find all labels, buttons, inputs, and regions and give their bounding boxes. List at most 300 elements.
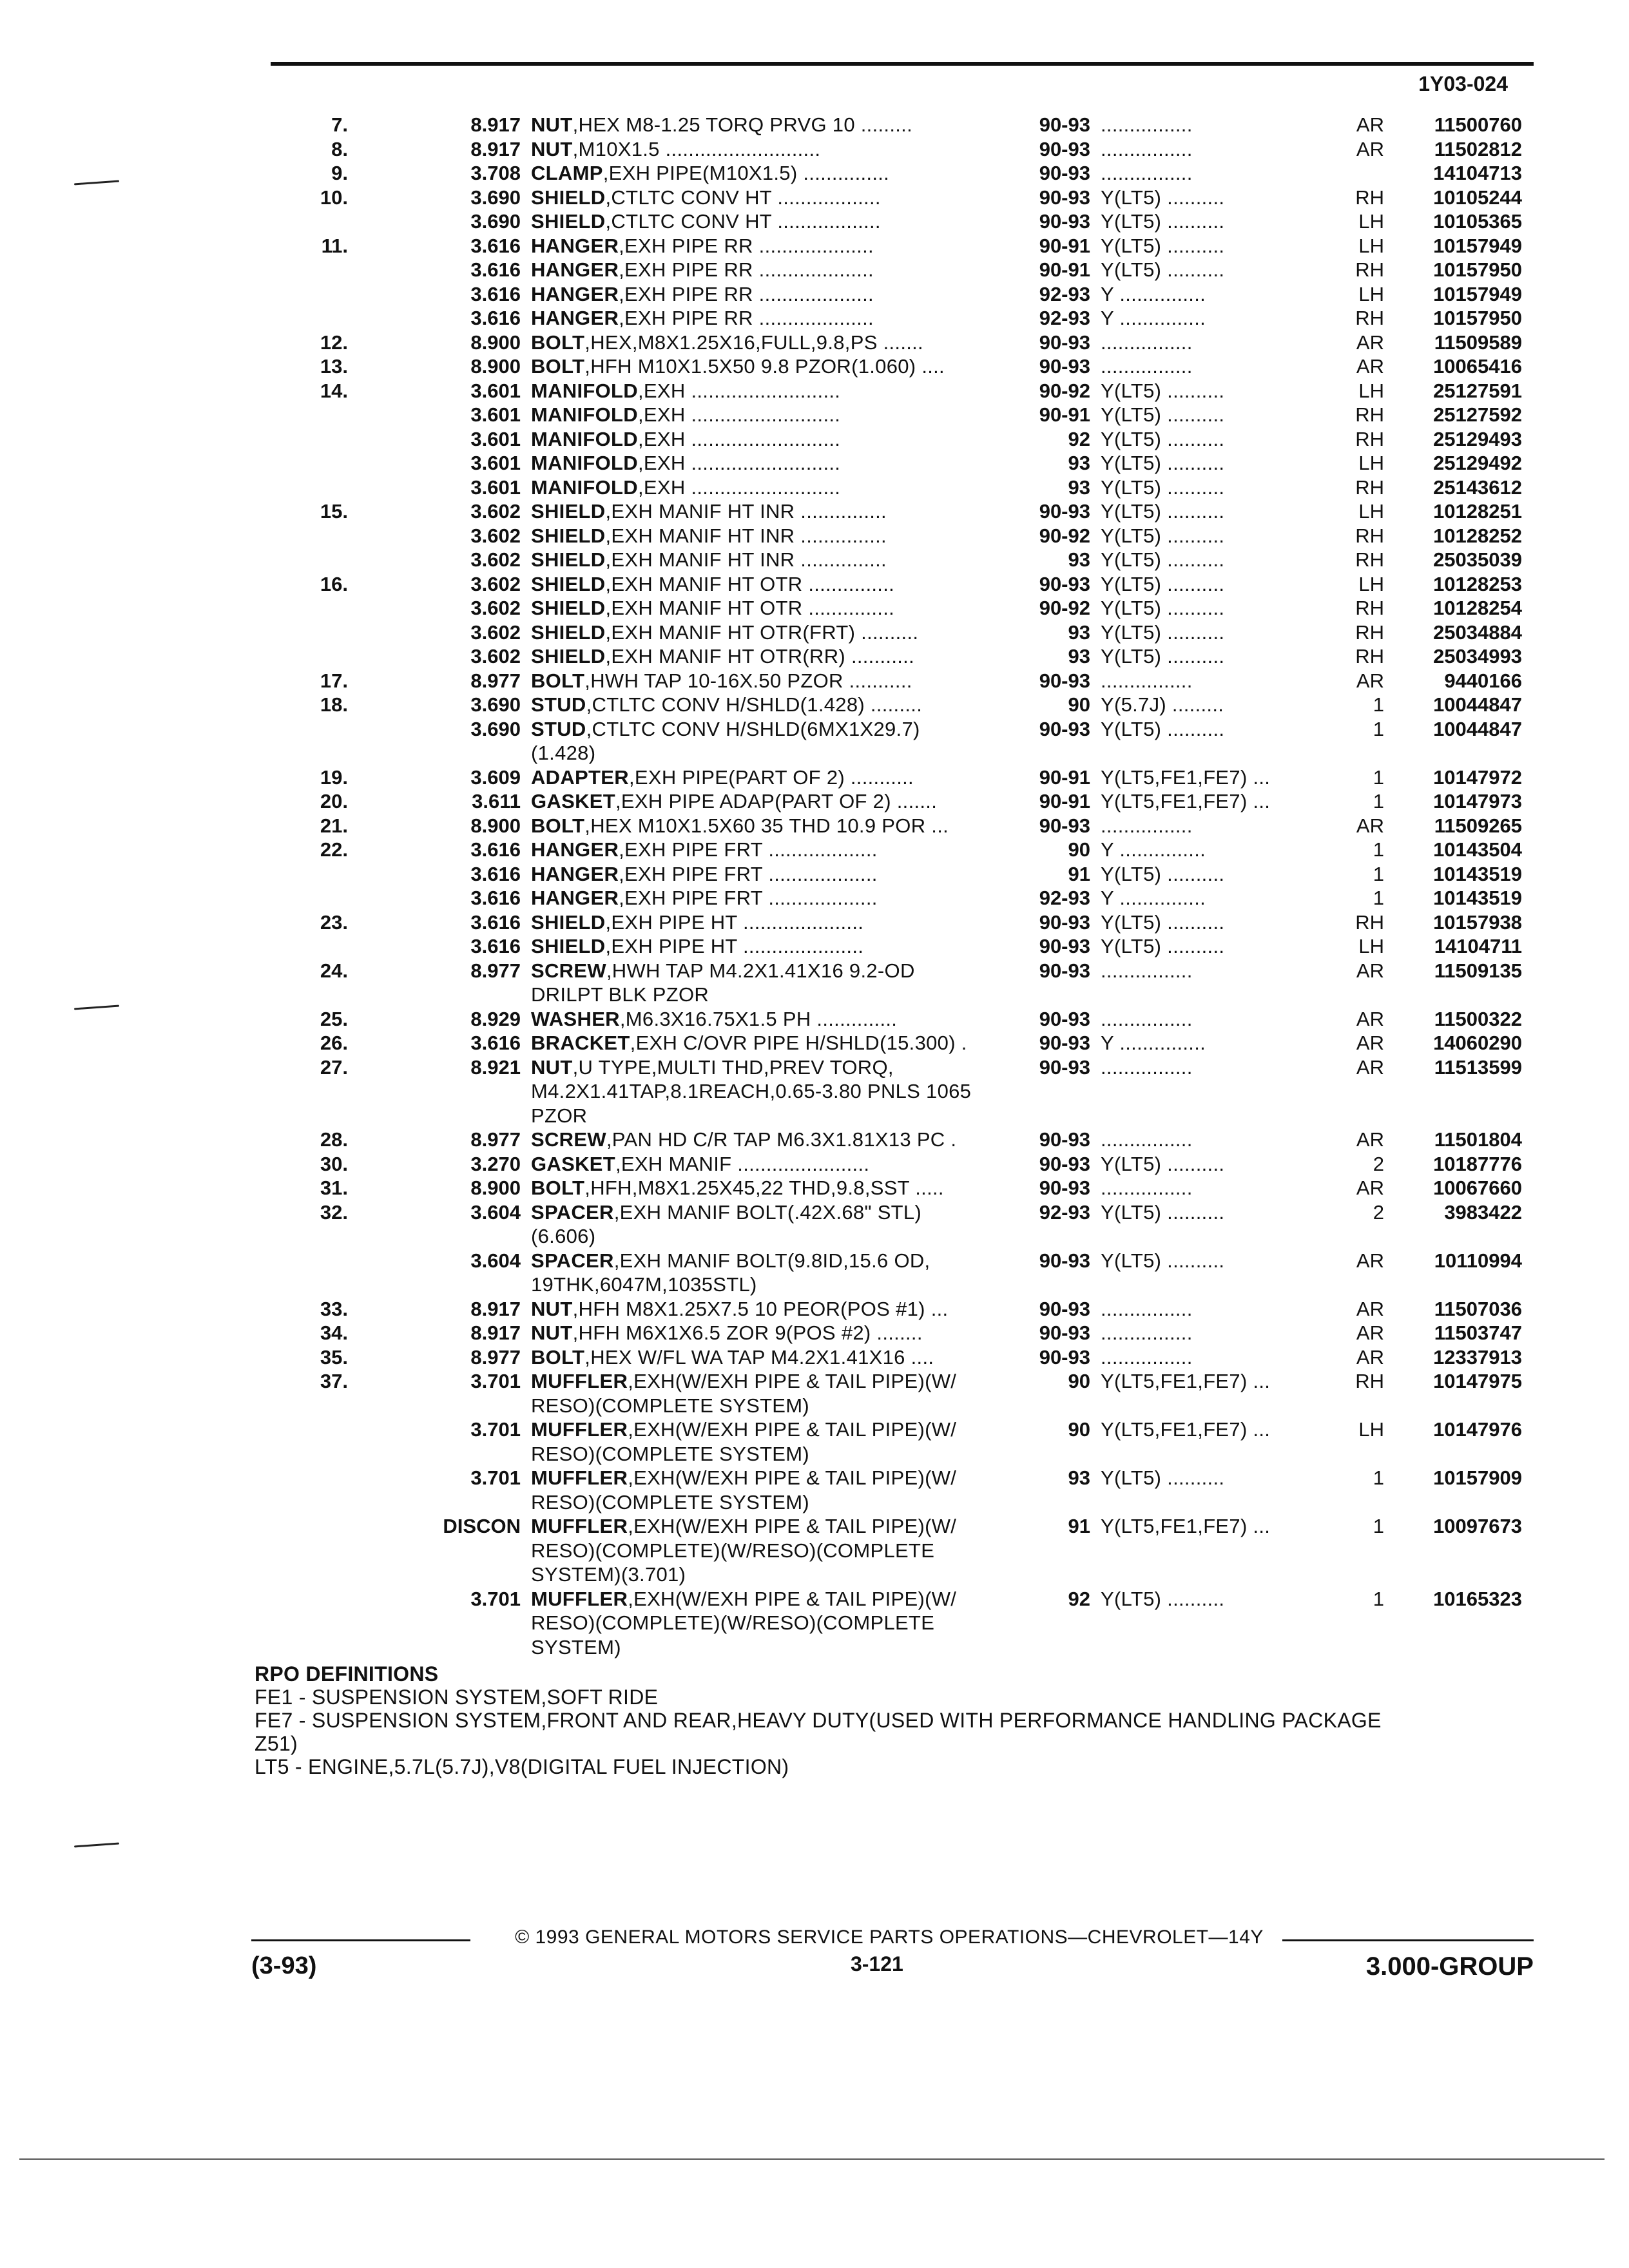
part-description (521, 113, 1021, 137)
part-name: SHIELD (531, 500, 606, 523)
part-row (284, 959, 1534, 1007)
part-description (521, 789, 1021, 814)
part-name: SHIELD (531, 935, 606, 957)
ref-number: 34. (320, 1321, 348, 1344)
group-number: 3.690 (470, 186, 521, 209)
part-detail: ,CTLTC CONV HT .................. (605, 186, 881, 209)
part-row (284, 814, 1534, 838)
part-name: HANGER (531, 862, 619, 885)
part-row (284, 862, 1534, 887)
group-number: 3.602 (470, 597, 521, 619)
model-years: 90-93 (1039, 572, 1090, 595)
quantity: AR (1356, 669, 1384, 692)
part-description (521, 1200, 1021, 1249)
ref-number: 26. (320, 1032, 348, 1054)
usage-code: Y(5.7J) ......... (1101, 693, 1224, 716)
part-name: WASHER (531, 1007, 620, 1030)
part-detail: ,EXH C/OVR PIPE H/SHLD(15.300) . (630, 1032, 967, 1054)
quantity: 1 (1373, 1515, 1384, 1537)
part-name: SHIELD (531, 910, 606, 934)
model-years: 93 (1068, 452, 1090, 474)
part-detail: ,CTLTC CONV HT .................. (605, 210, 881, 233)
part-name: MUFFLER (531, 1370, 628, 1392)
quantity: RH (1355, 427, 1384, 450)
part-description (521, 379, 1021, 403)
part-row (284, 910, 1534, 935)
part-row (284, 765, 1534, 790)
part-number: 11502812 (1434, 137, 1522, 160)
part-name: BOLT (531, 669, 585, 692)
quantity: AR (1356, 1297, 1384, 1320)
group-number: 3.616 (470, 838, 521, 861)
usage-code: Y(LT5) .......... (1101, 935, 1225, 957)
model-years: 92-93 (1039, 307, 1090, 329)
usage-code: ................ (1101, 137, 1193, 160)
part-description (521, 234, 1021, 258)
part-number: 25034993 (1433, 645, 1522, 668)
part-detail: ,EXH .......................... (637, 403, 841, 426)
part-name: SHIELD (531, 210, 606, 233)
group-number: 3.690 (470, 210, 521, 233)
part-row (284, 1418, 1534, 1466)
model-years: 93 (1068, 645, 1090, 668)
quantity: 1 (1373, 765, 1384, 789)
group-number: 8.977 (470, 959, 521, 982)
part-name: MUFFLER (531, 1587, 628, 1610)
ref-number: 28. (320, 1128, 348, 1151)
usage-code: Y(LT5) .......... (1101, 379, 1225, 402)
part-row (284, 331, 1534, 355)
ref-number: 19. (320, 765, 348, 789)
group-number: 3.602 (470, 500, 521, 523)
model-years: 93 (1068, 476, 1090, 499)
usage-code: Y ............... (1101, 887, 1206, 909)
part-number: 10128254 (1433, 597, 1522, 619)
part-description (521, 1152, 1021, 1177)
part-row (284, 1466, 1534, 1514)
ref-number: 7. (331, 113, 348, 136)
group-number: 3.616 (470, 862, 521, 885)
usage-code: Y(LT5,FE1,FE7) ... (1101, 1515, 1271, 1537)
part-description (521, 548, 1021, 572)
quantity: RH (1355, 620, 1384, 644)
ref-number: 20. (320, 790, 348, 812)
model-years: 90-93 (1039, 113, 1090, 136)
model-years: 90-92 (1039, 524, 1090, 547)
ref-number: 27. (320, 1055, 348, 1079)
usage-code: Y(LT5) .......... (1101, 910, 1225, 934)
parts-list (284, 113, 1534, 1659)
part-number: 10044847 (1433, 693, 1522, 716)
part-detail: ,EXH PIPE FRT ................... (619, 862, 878, 885)
part-detail: ,EXH PIPE RR .................... (619, 282, 874, 305)
model-years: 90-93 (1039, 935, 1090, 957)
model-years: 90-93 (1039, 717, 1090, 740)
part-number: 10110994 (1434, 1249, 1522, 1272)
part-row (284, 717, 1534, 765)
part-name: NUT (531, 137, 573, 160)
part-number: 10187776 (1433, 1152, 1522, 1175)
part-detail: ,HFH M10X1.5X50 9.8 PZOR(1.060) .... (584, 355, 945, 378)
group-number: 3.270 (470, 1152, 521, 1175)
page-footer (251, 1927, 1534, 2004)
part-number: 10157938 (1433, 910, 1522, 934)
part-number: 10147975 (1433, 1370, 1522, 1392)
quantity: LH (1358, 379, 1384, 402)
part-number: 10065416 (1433, 355, 1522, 378)
group-number: 3.690 (470, 717, 521, 740)
part-detail: ,EXH MANIF HT OTR ............... (605, 572, 895, 595)
part-name: SHIELD (531, 572, 606, 595)
part-number: 25035039 (1433, 548, 1522, 571)
part-number: 12337913 (1433, 1345, 1522, 1369)
part-detail: ,CTLTC CONV H/SHLD(1.428) ......... (586, 693, 923, 716)
margin-mark (74, 1005, 119, 1010)
part-name: MUFFLER (531, 1466, 628, 1489)
part-row (284, 209, 1534, 234)
part-description (521, 209, 1021, 234)
part-detail: ,EXH(W/EXH PIPE & TAIL PIPE)(W/ RESO)(COMPLETE SYSTEM) (531, 1466, 957, 1514)
group-number: 8.917 (470, 113, 521, 136)
part-detail: ,EXH PIPE ADAP(PART OF 2) ....... (615, 790, 938, 812)
quantity: LH (1358, 572, 1384, 595)
quantity: AR (1356, 1321, 1384, 1344)
part-description (521, 959, 1021, 1007)
usage-code: Y(LT5,FE1,FE7) ... (1101, 1370, 1271, 1392)
part-description (521, 934, 1021, 959)
part-name: BOLT (531, 331, 585, 354)
part-name: SCREW (531, 959, 606, 982)
model-years: 90-93 (1039, 814, 1090, 837)
part-description (521, 427, 1021, 452)
quantity: RH (1355, 524, 1384, 547)
group-number: 8.917 (470, 1321, 521, 1344)
model-years: 90-93 (1039, 1345, 1090, 1369)
usage-code: Y(LT5) .......... (1101, 186, 1225, 209)
quantity: LH (1358, 234, 1384, 257)
part-description (521, 1249, 1021, 1297)
part-number: 10097673 (1433, 1515, 1522, 1537)
usage-code: Y(LT5) .......... (1101, 500, 1225, 523)
part-name: BOLT (531, 355, 585, 378)
usage-code: ................ (1101, 355, 1193, 378)
part-number: 10067660 (1433, 1177, 1522, 1199)
group-number: 3.616 (470, 910, 521, 934)
ref-number: 35. (320, 1345, 348, 1369)
part-name: MANIFOLD (531, 452, 638, 474)
part-name: SPACER (531, 1249, 614, 1272)
part-description (521, 862, 1021, 887)
part-row (284, 403, 1534, 427)
model-years: 90 (1068, 1418, 1090, 1441)
part-row (284, 1152, 1534, 1177)
group-number: 8.977 (470, 1345, 521, 1369)
part-description (521, 524, 1021, 548)
part-number: 10147972 (1433, 765, 1522, 789)
model-years: 90-91 (1039, 403, 1090, 426)
part-name: SPACER (531, 1200, 614, 1224)
part-description (521, 354, 1021, 379)
usage-code: ................ (1101, 814, 1193, 837)
part-description (521, 910, 1021, 935)
part-description (521, 1418, 1021, 1466)
part-name: BOLT (531, 1177, 585, 1199)
quantity: AR (1356, 959, 1384, 982)
part-detail: ,EXH .......................... (637, 427, 841, 450)
revision-date: (3-93) (251, 1952, 317, 1979)
model-years: 90-93 (1039, 1032, 1090, 1054)
part-description (521, 1297, 1021, 1321)
quantity: 1 (1373, 838, 1384, 861)
ref-number: 33. (320, 1297, 348, 1320)
quantity: 1 (1373, 693, 1384, 716)
part-name: MANIFOLD (531, 379, 638, 402)
part-detail: ,HWH TAP M4.2X1.41X16 9.2-OD DRILPT BLK PZOR (531, 959, 915, 1006)
part-detail: ,EXH MANIF HT INR ............... (605, 548, 887, 571)
usage-code: Y(LT5) .......... (1101, 548, 1225, 571)
group-label: 3.000-GROUP (1365, 1952, 1534, 1981)
group-number: 3.690 (470, 693, 521, 716)
part-row (284, 186, 1534, 210)
part-row (284, 669, 1534, 693)
part-row (284, 234, 1534, 258)
part-row (284, 644, 1534, 669)
ref-number: 13. (320, 355, 348, 378)
ref-number: 21. (320, 814, 348, 837)
model-years: 90-91 (1039, 765, 1090, 789)
quantity: RH (1355, 645, 1384, 668)
usage-code: Y ............... (1101, 307, 1206, 329)
part-row (284, 306, 1534, 331)
group-number: 8.900 (470, 331, 521, 354)
model-years: 93 (1068, 548, 1090, 571)
quantity: LH (1358, 500, 1384, 523)
part-row (284, 524, 1534, 548)
part-row (284, 596, 1534, 620)
model-years: 90 (1068, 838, 1090, 861)
group-number: 3.701 (470, 1418, 521, 1441)
part-detail: ,EXH MANIF BOLT(.42X.68" STL) (6.606) (531, 1200, 922, 1247)
part-description (521, 1345, 1021, 1370)
part-description (521, 306, 1021, 331)
ref-number: 24. (320, 959, 348, 982)
part-description (521, 644, 1021, 669)
part-detail: ,HFH M8X1.25X7.5 10 PEOR(POS #1) ... (572, 1297, 949, 1320)
usage-code: ................ (1101, 113, 1193, 136)
ref-number: 17. (320, 669, 348, 692)
part-detail: ,HEX,M8X1.25X16,FULL,9.8,PS ....... (584, 331, 923, 354)
usage-code: Y(LT5,FE1,FE7) ... (1101, 1418, 1271, 1441)
part-number: 11513599 (1434, 1055, 1522, 1079)
part-number: 10157949 (1433, 234, 1522, 257)
footer-rule (251, 1939, 470, 1941)
model-years: 90-93 (1039, 1297, 1090, 1320)
quantity: AR (1356, 1249, 1384, 1272)
part-detail: ,EXH PIPE HT ..................... (605, 910, 864, 934)
part-description (521, 1128, 1021, 1152)
part-number: 10128253 (1433, 572, 1522, 595)
part-name: CLAMP (531, 162, 603, 184)
part-number: 11500322 (1434, 1007, 1522, 1030)
part-name: HANGER (531, 282, 619, 305)
part-row (284, 451, 1534, 476)
part-row (284, 1345, 1534, 1370)
group-number: 3.604 (470, 1200, 521, 1224)
group-number: 3.602 (470, 620, 521, 644)
part-row (284, 113, 1534, 137)
part-name: BOLT (531, 1345, 585, 1369)
part-number: 14060290 (1433, 1032, 1522, 1054)
part-number: 10143519 (1433, 862, 1522, 885)
part-name: ADAPTER (531, 765, 629, 789)
part-row (284, 886, 1534, 910)
part-name: BRACKET (531, 1032, 630, 1054)
part-row (284, 838, 1534, 862)
usage-code: ................ (1101, 1055, 1193, 1079)
model-years: 90-92 (1039, 597, 1090, 619)
part-name: SCREW (531, 1128, 606, 1151)
ref-number: 18. (320, 693, 348, 716)
part-row (284, 789, 1534, 814)
usage-code: Y(LT5) .......... (1101, 645, 1225, 668)
part-row (284, 379, 1534, 403)
quantity: RH (1355, 476, 1384, 499)
group-number: 3.602 (470, 572, 521, 595)
model-years: 90-91 (1039, 258, 1090, 281)
quantity: LH (1358, 452, 1384, 474)
model-years: 90-93 (1039, 1128, 1090, 1151)
part-detail: ,EXH PIPE FRT ................... (619, 887, 878, 909)
part-detail: ,EXH MANIF HT OTR(FRT) .......... (605, 620, 919, 644)
group-number: 3.604 (470, 1249, 521, 1272)
part-detail: ,HEX M10X1.5X60 35 THD 10.9 POR ... (584, 814, 949, 837)
usage-code: Y(LT5) .......... (1101, 1249, 1225, 1272)
model-years: 91 (1068, 862, 1090, 885)
group-number: 8.977 (470, 669, 521, 692)
part-detail: ,HFH M6X1X6.5 ZOR 9(POS #2) ........ (572, 1321, 923, 1344)
group-number: 3.616 (470, 887, 521, 909)
part-description (521, 765, 1021, 790)
quantity: AR (1356, 814, 1384, 837)
usage-code: ................ (1101, 1128, 1193, 1151)
ref-number: 8. (331, 137, 348, 160)
part-detail: ,HWH TAP 10-16X.50 PZOR ........... (584, 669, 912, 692)
part-name: GASKET (531, 1152, 615, 1175)
group-number: 8.917 (470, 1297, 521, 1320)
part-number: 10157949 (1433, 282, 1522, 305)
part-description (521, 331, 1021, 355)
model-years: 90-93 (1039, 137, 1090, 160)
usage-code: Y(LT5) .......... (1101, 427, 1225, 450)
group-number: 8.921 (470, 1055, 521, 1079)
part-row (284, 1587, 1534, 1660)
part-row (284, 934, 1534, 959)
part-description (521, 282, 1021, 307)
part-detail: ,HEX W/FL WA TAP M4.2X1.41X16 .... (584, 1345, 934, 1369)
group-number: 8.900 (470, 355, 521, 378)
part-number: 10105244 (1433, 186, 1522, 209)
page-code: 1Y03-024 (1418, 72, 1508, 95)
part-description (521, 814, 1021, 838)
model-years: 90-93 (1039, 959, 1090, 982)
footer-rule (1282, 1939, 1534, 1941)
part-row (284, 1369, 1534, 1418)
part-row (284, 1249, 1534, 1297)
part-name: SHIELD (531, 645, 606, 668)
part-name: NUT (531, 113, 573, 136)
rpo-title: RPO DEFINITIONS (255, 1662, 439, 1686)
quantity: RH (1355, 597, 1384, 619)
quantity: 1 (1373, 887, 1384, 909)
part-detail: ,EXH MANIF HT INR ............... (605, 500, 887, 523)
quantity: RH (1355, 910, 1384, 934)
group-number: 8.900 (470, 814, 521, 837)
part-detail: ,EXH .......................... (637, 452, 841, 474)
part-detail: ,M6.3X16.75X1.5 PH .............. (619, 1007, 898, 1030)
part-name: HANGER (531, 307, 619, 329)
ref-number: 10. (320, 186, 348, 209)
group-number: 3.601 (470, 403, 521, 426)
ref-number: 32. (320, 1200, 348, 1224)
group-number: 3.701 (470, 1466, 521, 1489)
top-rule (271, 62, 1534, 66)
model-years: 92-93 (1039, 1200, 1090, 1224)
group-number: 3.609 (470, 765, 521, 789)
part-detail: ,EXH .......................... (637, 476, 841, 499)
part-row (284, 1321, 1534, 1345)
model-years: 90-93 (1039, 186, 1090, 209)
quantity: AR (1356, 1128, 1384, 1151)
part-description (521, 596, 1021, 620)
group-number: 3.616 (470, 282, 521, 305)
part-description (521, 161, 1021, 186)
part-row (284, 354, 1534, 379)
part-description (521, 499, 1021, 524)
quantity: AR (1356, 1007, 1384, 1030)
model-years: 90-92 (1039, 379, 1090, 402)
group-number: DISCON (443, 1515, 521, 1537)
part-number: 10165323 (1433, 1587, 1522, 1610)
group-number: 8.917 (470, 137, 521, 160)
part-name: NUT (531, 1055, 573, 1079)
part-description (521, 669, 1021, 693)
part-name: SHIELD (531, 620, 606, 644)
model-years: 90 (1068, 1370, 1090, 1392)
group-number: 3.601 (470, 452, 521, 474)
quantity: AR (1356, 113, 1384, 136)
part-description (521, 1514, 1021, 1587)
model-years: 92-93 (1039, 887, 1090, 909)
part-name: STUD (531, 693, 586, 716)
part-number: 14104713 (1433, 162, 1522, 184)
part-number: 11501804 (1434, 1128, 1522, 1151)
ref-number: 16. (320, 572, 348, 595)
part-number: 10143519 (1433, 887, 1522, 909)
part-name: GASKET (531, 790, 615, 812)
group-number: 3.701 (470, 1370, 521, 1392)
part-number: 11509135 (1434, 959, 1522, 982)
part-number: 9440166 (1444, 669, 1522, 692)
part-name: HANGER (531, 234, 619, 257)
part-detail: ,EXH(W/EXH PIPE & TAIL PIPE)(W/ RESO)(COMPLETE)(W/RESO)(COMPLETE SYSTEM)(3.701) (531, 1515, 957, 1586)
part-number: 25034884 (1433, 620, 1522, 644)
part-name: NUT (531, 1297, 573, 1320)
part-detail: ,CTLTC CONV H/SHLD(6MX1X29.7) (1.428) (531, 717, 920, 764)
part-number: 14104711 (1434, 935, 1522, 957)
part-number: 11509265 (1434, 814, 1522, 837)
part-number: 10147973 (1433, 790, 1522, 812)
model-years: 93 (1068, 620, 1090, 644)
